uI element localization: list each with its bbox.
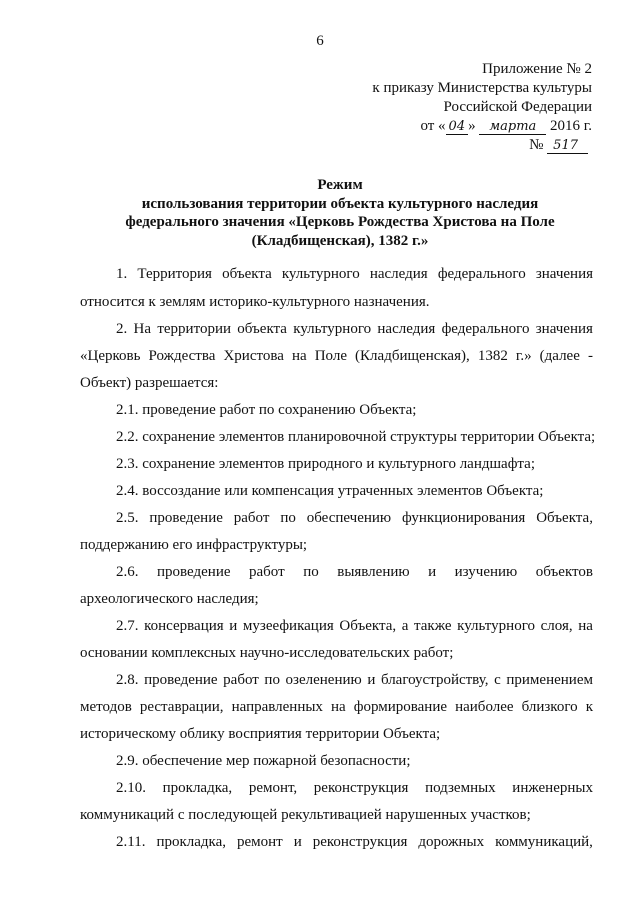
handwritten-number: 517 [547,138,588,154]
body-line: 2.6. проведение работ по выявлению и изучению объектов [116,564,593,580]
body-line: 2.1. проведение работ по сохранению Объекта; [116,402,417,418]
handwritten-month: марта [479,119,546,135]
body-line: 2.3. сохранение элементов природного и культурного ландшафта; [116,456,535,472]
body-line: коммуникаций с последующей рекультивацией нарушенных участков; [80,807,531,823]
number-prefix: № [529,137,544,153]
appendix-number [292,136,592,155]
appendix-line-1: Приложение № 2 [482,61,592,77]
page-number: 6 [316,33,324,49]
body-line: 2.10. прокладка, ремонт, реконструкция подземных инженерных [116,780,593,796]
title-line-4: (Кладбищенская), 1382 г.» [251,232,429,249]
body-line: поддержанию его инфраструктуры; [80,537,308,553]
date-mid: » [468,118,476,134]
body-line: 2. На территории объекта культурного наследия федерального значения [116,321,593,337]
body-line: 1. Территория объекта культурного наследия федерального значения [116,266,593,282]
date-prefix: от « [420,118,446,134]
body-line: археологического наследия; [80,591,259,607]
appendix-line-3: Российской Федерации [443,99,592,115]
body-line: 2.8. проведение работ по озеленению и благоустройству, с применением [116,672,593,688]
title-line-2: использования территории объекта культурного наследия [141,195,539,212]
body-line: историческому облику восприятия территории Объекта; [80,726,441,742]
body-line: Объект) разрешается: [80,375,219,391]
document-title [60,176,620,250]
appendix-date [292,117,592,136]
body-line: относится к землям историко-культурного назначения. [80,294,430,310]
body-line: методов реставрации, направленных на формирование наиболее близкого к [80,699,593,715]
body-line: 2.5. проведение работ по обеспечению функционирования Объекта, [116,510,593,526]
body-line: 2.2. сохранение элементов планировочной структуры территории Объекта; [116,429,596,445]
appendix-line-2: к приказу Министерства культуры [372,80,592,96]
body-line: 2.4. воссоздание или компенсация утраченных элементов Объекта; [116,483,544,499]
body-line: 2.7. консервация и музеефикация Объекта, а также культурного слоя, на [116,618,593,634]
body-line: «Церковь Рождества Христова на Поле (Кладбищенская), 1382 г.» (далее - [80,348,593,364]
appendix-header [292,60,592,155]
body-line: 2.11. прокладка, ремонт и реконструкция дорожных коммуникаций, [116,834,593,850]
body-line: 2.9. обеспечение мер пожарной безопасности; [116,753,411,769]
date-year: 2016 г. [550,118,592,134]
title-line-1: Режим [317,177,363,193]
title-line-3: федерального значения «Церковь Рождества Христова на Поле [125,214,555,230]
body-line: основании комплексных научно-исследовательских работ; [80,645,454,661]
handwritten-day: 04 [446,119,469,135]
